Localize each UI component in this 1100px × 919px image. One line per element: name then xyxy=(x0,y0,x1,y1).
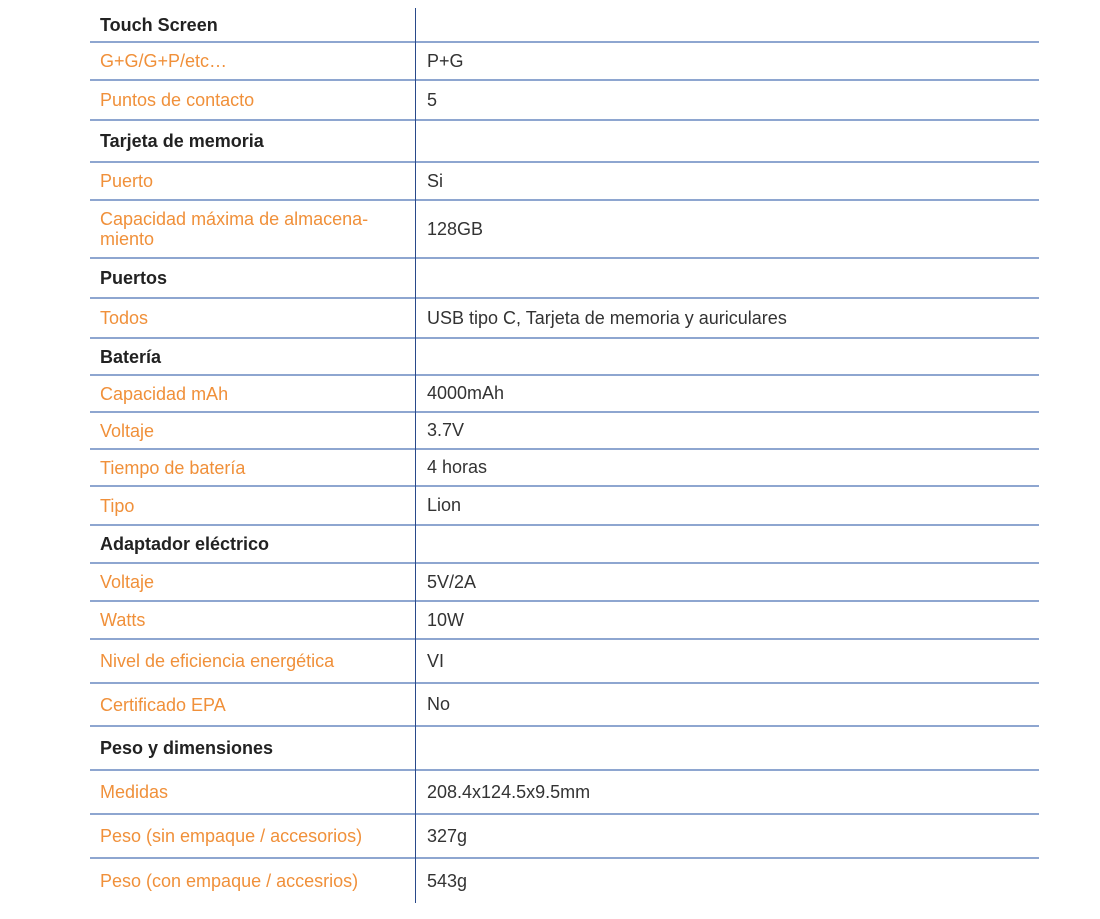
spec-value: 543g xyxy=(427,870,468,891)
column-divider xyxy=(415,8,416,903)
spec-label: Nivel de eficiencia energética xyxy=(100,651,335,671)
section-title: Tarjeta de memoria xyxy=(100,131,264,151)
spec-value: Lion xyxy=(427,495,462,515)
spec-value: 4000mAh xyxy=(427,383,505,403)
spec-label: Certificado EPA xyxy=(100,694,226,715)
spec-value xyxy=(427,259,1039,297)
spec-value xyxy=(427,526,1039,562)
spec-label: Voltaje xyxy=(100,420,155,441)
spec-value xyxy=(427,8,1039,41)
spec-value: No xyxy=(427,694,451,714)
spec-value xyxy=(427,121,1039,161)
spec-row xyxy=(90,859,1039,903)
spec-row xyxy=(90,299,1039,339)
spec-row xyxy=(90,376,1039,413)
spec-value: Si xyxy=(427,170,444,191)
spec-value: USB tipo C, Tarjeta de memoria y auriculares xyxy=(427,307,787,328)
spec-row xyxy=(90,163,1039,201)
spec-value: 128GB xyxy=(427,218,484,239)
spec-row xyxy=(90,640,1039,684)
spec-label: Tiempo de batería xyxy=(100,457,246,478)
spec-row xyxy=(90,684,1039,727)
section-header-row xyxy=(90,259,1039,299)
spec-label: Watts xyxy=(100,610,146,630)
section-header-row xyxy=(90,8,1039,43)
spec-label: Capacidad mAh xyxy=(100,383,229,404)
spec-value: 10W xyxy=(427,609,465,630)
spec-label: Peso (con empaque / accesrios) xyxy=(100,871,359,891)
spec-row xyxy=(90,450,1039,487)
spec-label: Capacidad máxima de almacena-miento xyxy=(100,209,369,249)
section-header-row xyxy=(90,526,1039,564)
section-title: Batería xyxy=(100,346,162,367)
section-header-row xyxy=(90,121,1039,163)
section-title: Peso y dimensiones xyxy=(100,738,274,758)
spec-label: Peso (sin empaque / accesorios) xyxy=(100,826,363,846)
spec-row xyxy=(90,81,1039,121)
spec-row xyxy=(90,43,1039,81)
spec-value xyxy=(427,339,1039,374)
spec-row xyxy=(90,815,1039,859)
spec-value: 3.7V xyxy=(427,420,465,440)
section-title: Puertos xyxy=(100,268,168,288)
spec-row xyxy=(90,771,1039,815)
section-title: Adaptador eléctrico xyxy=(100,534,270,554)
spec-label: Puntos de contacto xyxy=(100,90,255,110)
spec-value: P+G xyxy=(427,50,464,71)
spec-value: VI xyxy=(427,650,445,671)
spec-label: Tipo xyxy=(100,495,135,516)
section-header-row xyxy=(90,339,1039,376)
spec-label: Medidas xyxy=(100,782,169,802)
spec-value: 208.4x124.5x9.5mm xyxy=(427,781,591,802)
spec-value xyxy=(427,727,1039,769)
section-title: Touch Screen xyxy=(100,14,218,35)
spec-value: 5V/2A xyxy=(427,571,477,592)
spec-row xyxy=(90,602,1039,640)
spec-value: 5 xyxy=(427,89,438,110)
spec-label: Todos xyxy=(100,308,149,328)
spec-label: Puerto xyxy=(100,171,154,191)
spec-label: Voltaje xyxy=(100,572,155,592)
spec-row xyxy=(90,201,1039,259)
spec-value: 4 horas xyxy=(427,457,488,477)
spec-row xyxy=(90,413,1039,450)
spec-value: 327g xyxy=(427,825,468,846)
spec-row xyxy=(90,487,1039,526)
spec-label: G+G/G+P/etc… xyxy=(100,51,228,71)
section-header-row xyxy=(90,727,1039,771)
spec-row xyxy=(90,564,1039,602)
